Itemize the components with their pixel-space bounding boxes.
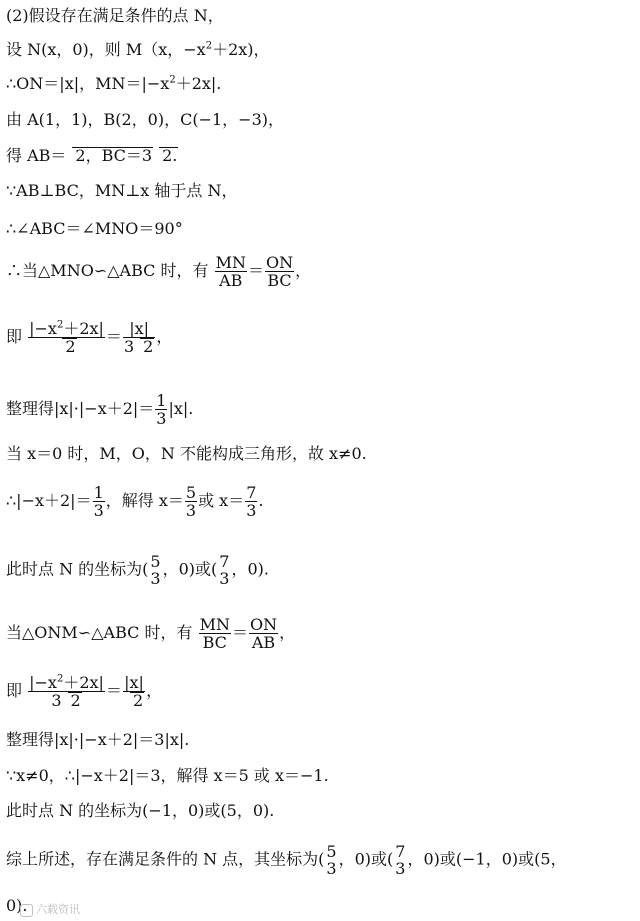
text: 此时点 N 的坐标为(−1，0)或(5，0). — [6, 801, 275, 820]
text: ， — [279, 623, 296, 642]
text: ＋2x| — [63, 673, 104, 692]
numerator — [28, 320, 105, 338]
fraction — [123, 674, 145, 709]
watermark — [20, 901, 80, 917]
text: 设 N(x，0)，则 M（x，−x — [6, 40, 206, 59]
text: ＋2x|. — [175, 74, 222, 93]
text: ，0)或( — [338, 849, 394, 869]
denominator: BC — [202, 633, 227, 652]
numerator: 5 — [326, 842, 337, 861]
denominator: 3 — [156, 409, 167, 428]
text: 即 — [6, 327, 23, 346]
numerator: 1 — [93, 483, 104, 502]
text: |x|. — [168, 399, 194, 418]
line-on-mn — [6, 74, 221, 94]
text: ，0)或(−1，0)或(5， — [407, 849, 567, 869]
fraction — [28, 674, 105, 709]
denominator: BC — [267, 271, 292, 290]
sqrt-expression: 2，BC＝3 — [72, 147, 153, 164]
watermark-logo-icon — [20, 904, 33, 917]
sqrt-expression: 2 — [68, 692, 82, 709]
line-case2-result — [6, 801, 274, 821]
text: 得 AB＝ — [6, 146, 67, 165]
denominator: AB — [219, 271, 243, 290]
numerator: ON — [265, 253, 294, 272]
line-case1-result — [6, 553, 269, 587]
text: 由 A(1，1)，B(2，0)，C(−1，−3)， — [6, 110, 284, 129]
line-case2-solve — [6, 766, 329, 786]
text: ∵x≠0，∴|−x＋2|＝3，解得 x＝5 或 x＝−1. — [6, 766, 329, 785]
exponent: 2 — [205, 40, 213, 52]
text: 或 x＝ — [198, 491, 245, 510]
fraction — [123, 320, 155, 355]
text: ，0)或( — [162, 559, 218, 579]
equals-sign: ＝ — [105, 681, 122, 700]
text: 综上所述，存在满足条件的 N 点，其坐标为( — [6, 849, 325, 869]
line-right-angles — [6, 219, 183, 239]
fraction — [265, 254, 294, 289]
text: ∴ON＝|x|，MN＝|−x — [6, 74, 170, 93]
line-assume — [6, 6, 224, 26]
equals-sign: ＝ — [231, 623, 248, 642]
fraction — [249, 616, 278, 651]
fraction — [325, 843, 337, 877]
text: ， — [146, 681, 163, 700]
exponent: 2 — [56, 673, 64, 685]
denominator: 3 — [246, 501, 257, 520]
text: |−x — [29, 319, 57, 338]
text: ∴当△MNO∽△ABC 时，有 — [6, 261, 209, 280]
denominator: 3 — [185, 501, 197, 520]
numerator: 1 — [156, 391, 167, 410]
text: 此时点 N 的坐标为( — [6, 559, 149, 579]
denominator — [123, 692, 145, 709]
numerator: ON — [249, 615, 278, 634]
denominator — [123, 338, 155, 355]
numerator: MN — [199, 615, 230, 634]
denominator: 3 — [326, 859, 337, 878]
line-case2-simplify — [6, 730, 189, 750]
text: (2)假设存在满足条件的点 N， — [6, 6, 224, 25]
text: 3 — [51, 691, 62, 710]
numerator: 5 — [150, 552, 161, 571]
fraction — [155, 392, 167, 427]
text: 当 x＝0 时，M，O，N 不能构成三角形，故 x≠0. — [6, 444, 367, 463]
text: ∵AB⊥BC，MN⊥x 轴于点 N， — [6, 181, 238, 200]
exponent: 2 — [56, 319, 64, 331]
fraction — [199, 616, 231, 651]
text: ＋2x)， — [212, 40, 270, 59]
text: 3 — [123, 337, 135, 356]
numerator: 5 — [185, 483, 197, 502]
fraction — [394, 843, 406, 877]
text: ， — [295, 261, 312, 280]
numerator: 7 — [219, 552, 230, 571]
sqrt-expression: 2 — [130, 692, 144, 709]
exponent: 2 — [169, 74, 176, 86]
text: ， — [156, 327, 173, 346]
line-case2-equation — [6, 674, 162, 709]
denominator: 3 — [219, 569, 230, 588]
text: ∴|−x＋2|＝ — [6, 491, 92, 510]
line-case1-simplify — [6, 392, 193, 427]
line-x-nonzero — [6, 444, 367, 464]
denominator: 3 — [395, 859, 406, 878]
line-case1-solve — [6, 484, 263, 519]
fraction — [28, 320, 105, 355]
denominator: 3 — [150, 569, 161, 588]
sqrt-expression: 2 — [140, 338, 154, 355]
sqrt-expression: 2 — [62, 338, 76, 355]
line-lengths — [6, 146, 178, 166]
fraction — [215, 254, 247, 289]
text: 整理得|x|·|−x＋2|＝ — [6, 399, 155, 418]
denominator — [28, 338, 105, 355]
denominator — [28, 692, 105, 709]
line-coordinates — [6, 110, 284, 130]
text: 0). — [6, 896, 28, 915]
numerator: MN — [215, 253, 246, 272]
equals-sign: ＝ — [105, 327, 122, 346]
equals-sign: ＝ — [247, 261, 264, 280]
sqrt-expression: 2. — [159, 147, 178, 164]
line-set-points — [6, 40, 270, 60]
line-case2-similar — [6, 616, 295, 651]
numerator: |x| — [123, 320, 155, 338]
text: 即 — [6, 681, 23, 700]
fraction — [185, 484, 197, 519]
text: ，解得 x＝ — [105, 491, 184, 510]
fraction — [245, 484, 257, 519]
numerator — [28, 674, 105, 692]
watermark-text: 六载资讯 — [36, 903, 80, 916]
text: ∴∠ABC＝∠MNO＝90° — [6, 219, 183, 238]
numerator: |x| — [124, 673, 144, 692]
line-conclusion — [6, 843, 567, 877]
denominator: AB — [251, 633, 276, 652]
text: |−x — [29, 673, 57, 692]
numerator: 7 — [395, 842, 406, 861]
numerator: 7 — [246, 483, 257, 502]
text: . — [258, 491, 264, 510]
text: 整理得|x|·|−x＋2|＝3|x|. — [6, 730, 190, 749]
denominator: 3 — [93, 501, 104, 520]
text: ，0). — [231, 559, 269, 579]
line-case1-similar — [6, 254, 311, 289]
text: ＋2x| — [63, 319, 104, 338]
fraction — [149, 553, 161, 587]
fraction — [218, 553, 230, 587]
text: 当△ONM∽△ABC 时，有 — [6, 623, 193, 642]
fraction — [93, 484, 105, 519]
line-case1-equation — [6, 320, 172, 355]
line-perpendicular — [6, 181, 237, 201]
